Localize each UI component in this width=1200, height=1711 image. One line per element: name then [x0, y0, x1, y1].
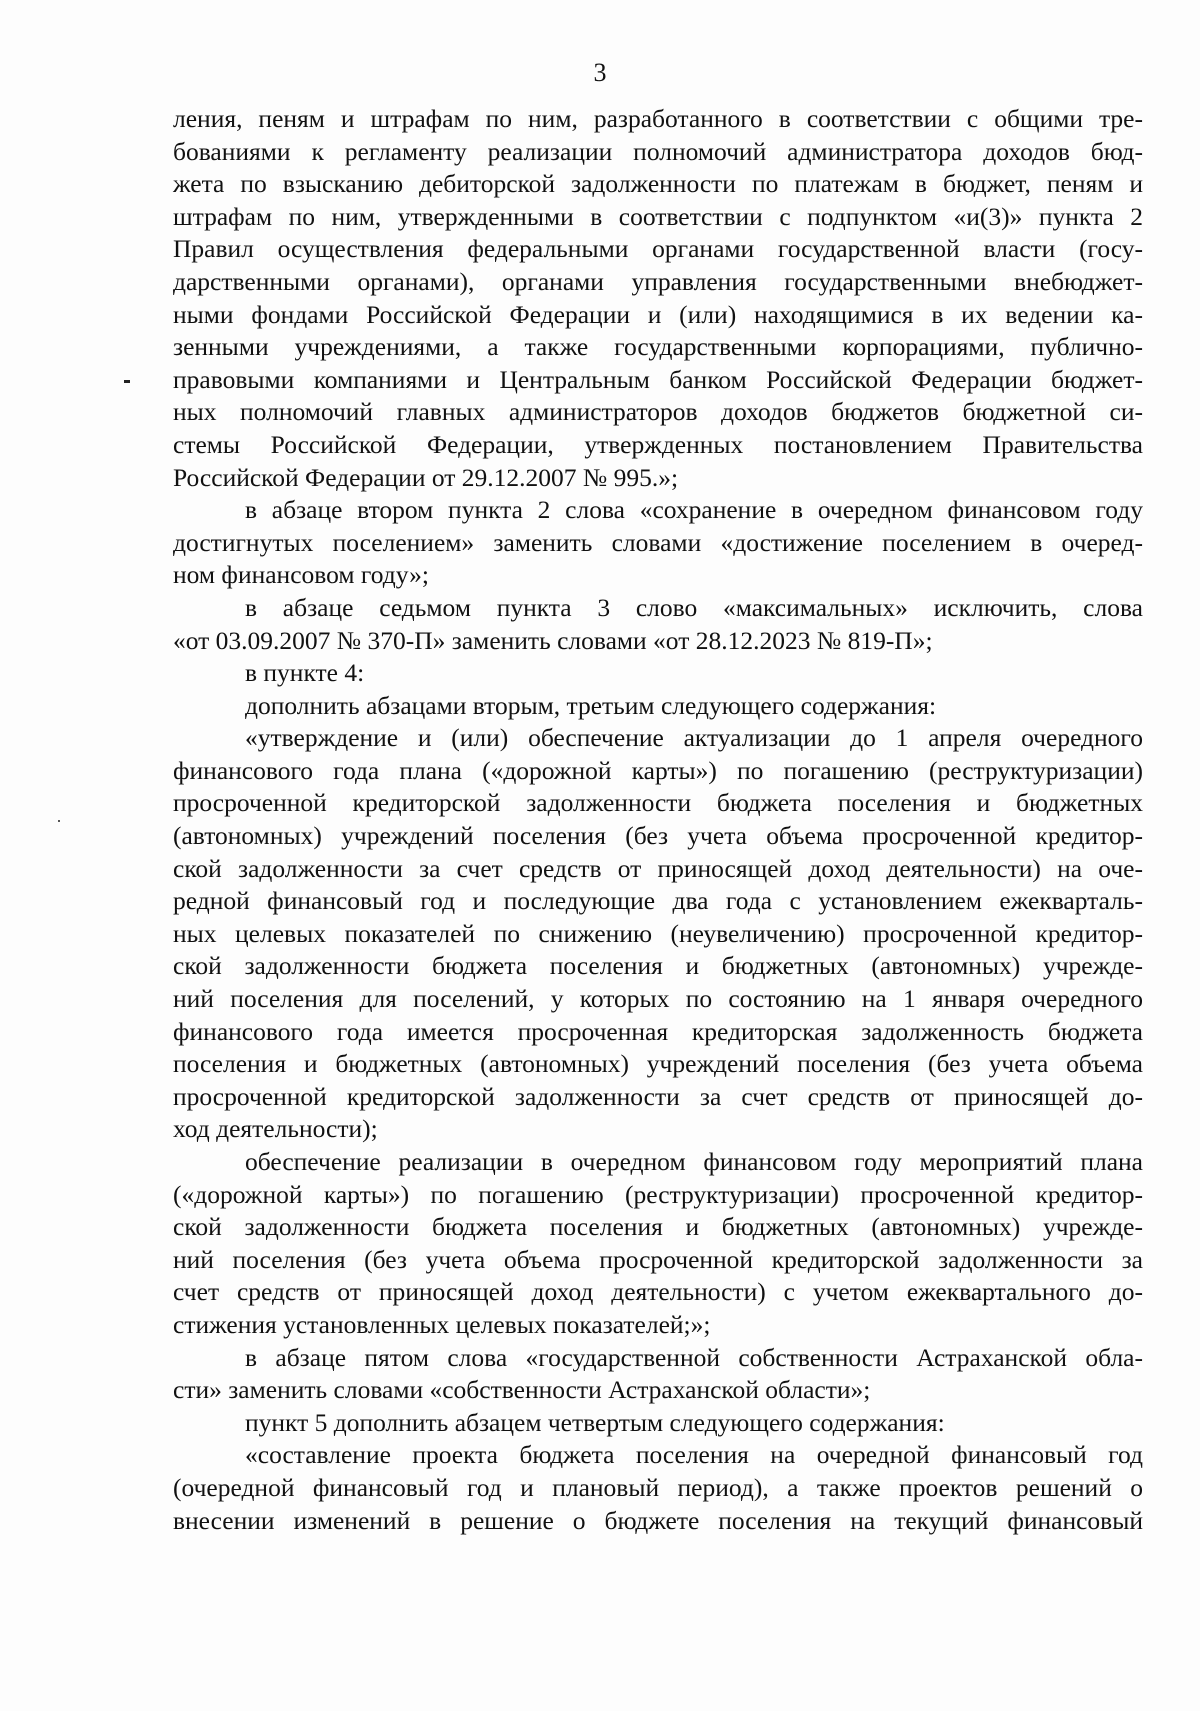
text-line: бованиями к регламенту реализации полномочий администратора доходов бюд- — [173, 136, 1143, 166]
text-line: правовыми компаниями и Центральным банком Российской Федерации бюджет- — [173, 364, 1143, 394]
text-line: (автономных) учреждений поселения (без учета объема просроченной кредитор- — [173, 821, 1143, 851]
text-line: Российской Федерации от 29.12.2007 № 995.»; — [173, 462, 679, 492]
text-line: ний поселения (без учета объема просроченной кредиторской задолженности за — [173, 1244, 1143, 1274]
text-line: в абзаце седьмом пункта 3 слово «максимальных» исключить, слова — [245, 592, 1143, 622]
text-line: (очередной финансовый год и плановый период), а также проектов решений о — [173, 1472, 1143, 1502]
text-line: дополнить абзацами вторым, третьим следующего содержания: — [245, 690, 937, 720]
text-line: сти» заменить словами «собственности Астраханской области»; — [173, 1375, 871, 1405]
text-line: счет средств от приносящей доход деятельности) с учетом ежеквартального до- — [173, 1277, 1143, 1307]
text-line: ных полномочий главных администраторов доходов бюджетов бюджетной си- — [173, 397, 1143, 427]
margin-mark — [124, 380, 130, 383]
text-line: в абзаце пятом слова «государственной собственности Астраханской обла- — [245, 1342, 1143, 1372]
text-line: просроченной кредиторской задолженности за счет средств от приносящей до- — [173, 1081, 1143, 1111]
text-line: жета по взысканию дебиторской задолженности по платежам в бюджет, пеням и — [173, 169, 1143, 199]
text-line: ном финансовом году»; — [173, 560, 429, 590]
text-line: ления, пеням и штрафам по ним, разработанного в соответствии с общими тре- — [173, 104, 1143, 133]
text-line: «утверждение и (или) обеспечение актуализации до 1 апреля очередного — [245, 723, 1143, 753]
text-line: ний поселения для поселений, у которых по состоянию на 1 января очередного — [173, 984, 1143, 1014]
text-line: («дорожной карты») по погашению (реструктуризации) просроченной кредитор- — [173, 1179, 1143, 1209]
text-line: «составление проекта бюджета поселения на очередной финансовый год — [245, 1440, 1143, 1470]
document-body — [173, 103, 1143, 1537]
scan-speck — [58, 820, 60, 822]
text-line: «от 03.09.2007 № 370-П» заменить словами «от 28.12.2023 № 819-П»; — [173, 625, 933, 655]
text-line: в абзаце втором пункта 2 слова «сохранение в очередном финансовом году — [245, 495, 1143, 525]
text-line: обеспечение реализации в очередном финансовом году мероприятий плана — [245, 1147, 1143, 1176]
text-line: дарственными органами), органами управления государственными внебюджет- — [173, 266, 1143, 296]
text-line: пункт 5 дополнить абзацем четвертым следующего содержания: — [245, 1407, 945, 1437]
text-line: ской задолженности за счет средств от приносящей доход деятельности) на оче- — [173, 853, 1143, 883]
text-line: поселения и бюджетных (автономных) учреждений поселения (без учета объема — [173, 1049, 1143, 1079]
text-line: стемы Российской Федерации, утвержденных постановлением Правительства — [173, 429, 1143, 459]
text-line: внесении изменений в решение о бюджете поселения на текущий финансовый — [173, 1505, 1143, 1535]
text-line: финансового года имеется просроченная кредиторская задолженность бюджета — [173, 1016, 1143, 1046]
text-line: штрафам по ним, утвержденными в соответствии с подпунктом «и(3)» пункта 2 — [173, 201, 1143, 231]
text-line: ской задолженности бюджета поселения и бюджетных (автономных) учрежде- — [173, 1212, 1143, 1242]
text-line: просроченной кредиторской задолженности бюджета поселения и бюджетных — [173, 788, 1143, 818]
text-line: в пункте 4: — [245, 658, 365, 688]
text-line: ных целевых показателей по снижению (неувеличению) просроченной кредитор- — [173, 918, 1143, 948]
text-line: Правил осуществления федеральными органами государственной власти (госу- — [173, 234, 1143, 264]
text-line: стижения установленных целевых показателей;»; — [173, 1309, 711, 1339]
text-line: редной финансовый год и последующие два года с установлением ежекварталь- — [173, 886, 1143, 916]
text-line: ход деятельности); — [173, 1114, 378, 1144]
text-line: ными фондами Российской Федерации и (или) находящимися в их ведении ка- — [173, 299, 1143, 329]
page-number: 3 — [593, 58, 607, 87]
text-line: финансового года плана («дорожной карты») по погашению (реструктуризации) — [173, 755, 1143, 785]
text-line: зенными учреждениями, а также государственными корпорациями, публично- — [173, 332, 1143, 362]
text-line: ской задолженности бюджета поселения и бюджетных (автономных) учрежде- — [173, 951, 1143, 981]
text-line: достигнутых поселением» заменить словами «достижение поселением в очеред- — [173, 527, 1143, 557]
